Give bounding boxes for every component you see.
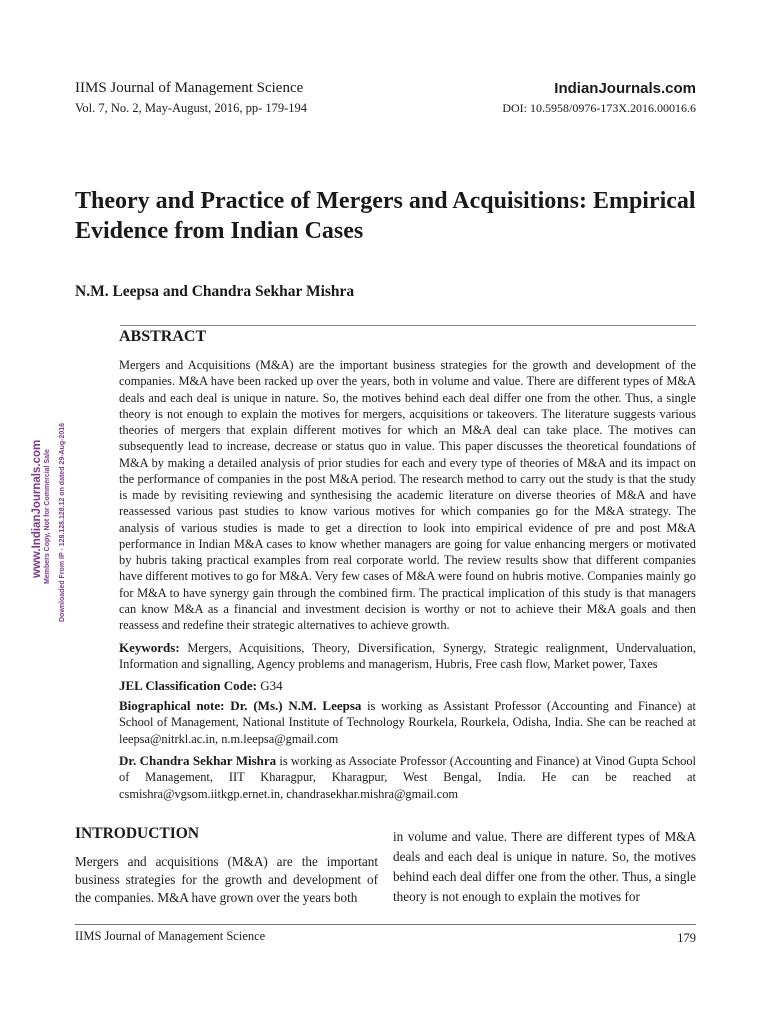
watermark-svg: [24, 400, 74, 630]
doi: DOI: 10.5958/0976-173X.2016.00016.6: [502, 101, 696, 115]
bio1-label: Biographical note: Dr. (Ms.) N.M. Leepsa: [119, 698, 362, 713]
introduction-heading: INTRODUCTION: [75, 825, 200, 842]
site-name: IndianJournals.com: [554, 80, 696, 97]
biographical-note-2: [119, 753, 696, 802]
footer-rule: [75, 924, 696, 925]
download-watermark: [24, 400, 74, 630]
authors: N.M. Leepsa and Chandra Sekhar Mishra: [75, 283, 355, 300]
watermark-download: Downloaded From IP - 128.128.128.12 on dated 29-Aug-2016: [59, 422, 66, 622]
biographical-note-1: [119, 698, 696, 747]
volume-info: Vol. 7, No. 2, May-August, 2016, pp- 179-194: [75, 101, 308, 115]
abstract-rule: [120, 325, 696, 326]
bio2-text: is working as Associate Professor (Accounting and Finance) at Vinod Gupta School of Management, IIT Kharagpur, Kharagpur, West Bengal, India. He can be reached at csmishra@vgsom.iitkgp.ernet.in, chandrasekhar.mishra@gmail.com: [119, 754, 697, 801]
keywords: [119, 640, 696, 673]
introduction-column-1: Mergers and acquisitions (M&A) are the important business strategies for the growth and development of the companies. M&A have grown over the years both: [75, 854, 378, 905]
paper-title: Theory and Practice of Mergers and Acquisitions: Empirical Evidence from Indian Cases: [75, 188, 696, 244]
journal-name: IIMS Journal of Management Science: [75, 80, 304, 96]
keywords-label: Keywords:: [119, 640, 180, 655]
bio2-label: Dr. Chandra Sekhar Mishra: [119, 753, 277, 768]
page-number: 179: [677, 931, 696, 945]
jel-text: G34: [256, 678, 283, 693]
keywords-text: Mergers, Acquisitions, Theory, Diversification, Synergy, Strategic realignment, Undervaluation, Information and signalling, Agency problems and managerism, Hubris, Free cash flow, Market power, Taxes: [119, 641, 696, 672]
introduction-column-2: in volume and value. There are different types of M&A deals and each deal is unique in nature. So, the motives behind each deal differ one from the other. Thus, a single theory is not enough to explain the motives for: [393, 829, 696, 904]
watermark-site: www.IndianJournals.com: [31, 439, 43, 578]
abstract-body: Mergers and Acquisitions (M&A) are the important business strategies for the growth and development of the companies. M&A have been racked up over the years, both in volume and value. There are different types of M&A deals and each deal is unique in nature. So, the motives behind each deal differ one from the other. Thus, a single theory is not enough to explain the motives for mergers, acquisitions or takeovers. The literature suggests various theories of mergers that explain different motives for which an M&A deal can take place. The motives can subsequently lead to increase, decrease or status quo in value. This paper discusses the theoretical foundations of M&A by making a detailed analysis of prior studies for each and every type of theories of M&A and its impact on the performance of companies in the post M&A period. The research method to carry out the study is that the study is made by revisiting reviewing and synthesising the academic literature on diverse theories of M&A and have reassessed various past studies to know various motives for which companies go for the M&A strategy. The analysis of various studies is made to get a direction to look into empirical evidence of pre and post M&A performance in Indian M&A cases to know whether managers are going for value enhancing mergers or motivated by hubris taking practical examples from real corporate world. The review results show that different companies have different motives to go for M&A. Very few cases of M&A were found on hubris motive. Companies mainly go for M&A to have synergy gain through the combined firm. The practical implication of this study is that managers can know M&A as a financial and investment decision is worthy or not to achieve their M&A goals and then reassess and redefine their strategic alternatives to achieve growth.: [119, 358, 696, 632]
abstract-heading: ABSTRACT: [119, 328, 207, 345]
bio1-text: is working as Assistant Professor (Accounting and Finance) at School of Management, National Institute of Technology Rourkela, Rourkela, Odisha, India. She can be reached at leepsa@nitrkl.ac.in, n.m.leepsa@gmail.com: [119, 699, 697, 746]
jel-label: JEL Classification Code:: [119, 678, 257, 693]
watermark-copy: Members Copy, Not for Commercial Sale: [44, 449, 51, 584]
jel-classification: [119, 678, 696, 694]
footer-journal: IIMS Journal of Management Science: [75, 929, 266, 943]
